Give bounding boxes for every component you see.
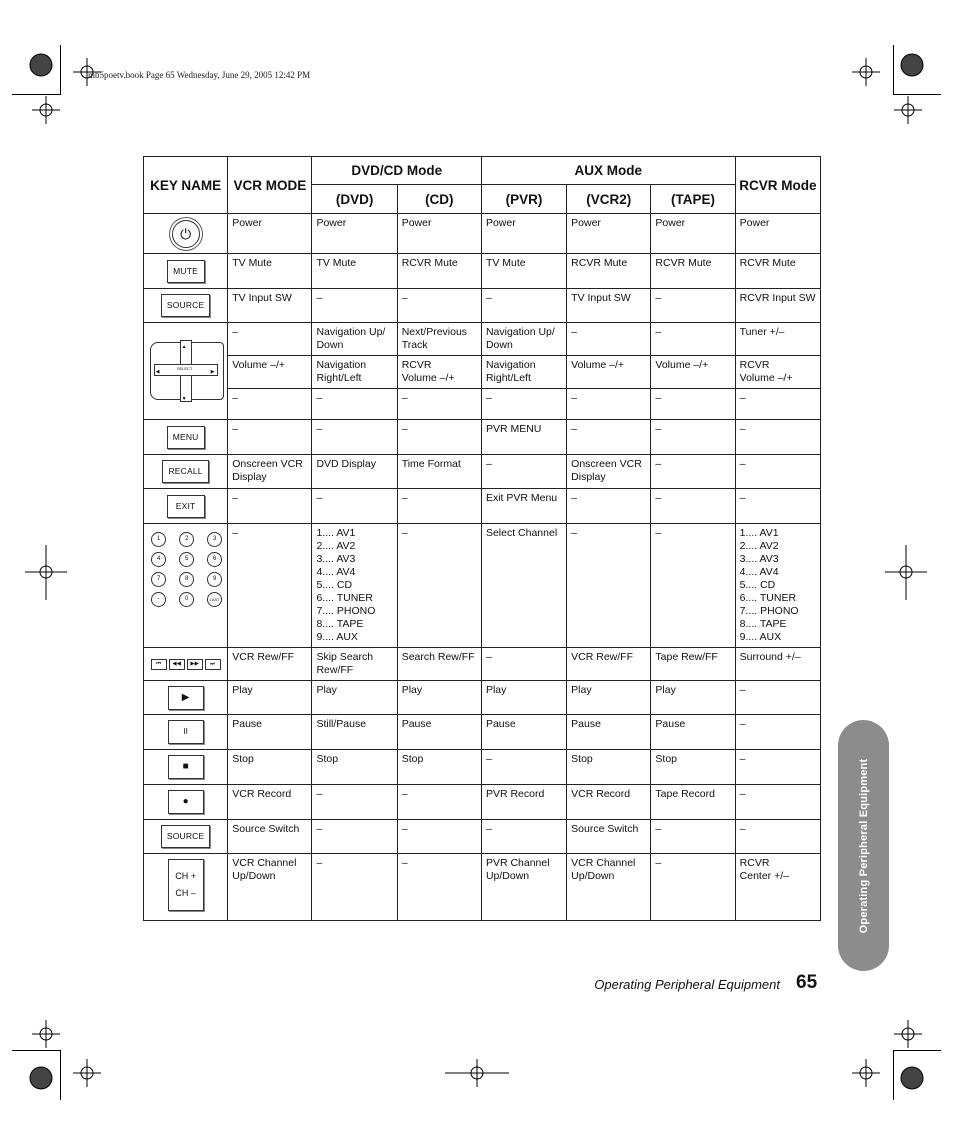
cell: Pause — [228, 715, 312, 750]
table-row — [144, 323, 821, 356]
cell: DVD Display — [312, 455, 397, 489]
source-button-icon: SOURCE — [161, 294, 211, 317]
cell: VCR Record — [567, 785, 651, 820]
cell: RCVR Mute — [651, 254, 735, 289]
cell: Source Switch — [567, 820, 651, 854]
cell: – — [651, 820, 735, 854]
cell: Time Format — [397, 455, 481, 489]
table-row — [144, 289, 821, 323]
cell: 1.... AV1 2.... AV2 3.... AV3 4.... AV4 5.... CD 6.... TUNER 7.... PHONO 8.... TAPE 9.... AUX — [312, 524, 397, 648]
cell: Tape Rew/FF — [651, 648, 735, 681]
cell: PVR MENU — [481, 420, 566, 455]
cell: Play — [312, 681, 397, 715]
ch-down-label: CH – — [175, 888, 196, 898]
cell: – — [397, 785, 481, 820]
cell: Stop — [651, 750, 735, 785]
table-row — [144, 750, 821, 785]
cell: RCVR Center +/– — [735, 854, 820, 921]
cell: Tape Record — [651, 785, 735, 820]
cell: Navigation Right/Left — [481, 356, 566, 389]
cell: – — [312, 389, 397, 420]
cell: – — [735, 820, 820, 854]
skip-forward-icon: ⏭ — [205, 659, 221, 670]
side-tab-label: Operating Peripheral Equipment — [857, 758, 870, 933]
table-row — [144, 389, 821, 420]
cell: TV Mute — [481, 254, 566, 289]
cell: Play — [397, 681, 481, 715]
table-row — [144, 524, 821, 648]
header-dvd: (DVD) — [312, 185, 397, 214]
table-row — [144, 785, 821, 820]
cell: Exit PVR Menu — [481, 489, 566, 524]
cell: Source Switch — [228, 820, 312, 854]
cell: – — [735, 681, 820, 715]
cell: – — [481, 750, 566, 785]
cell: TV Input SW — [228, 289, 312, 323]
recall-button-icon: RECALL — [162, 460, 208, 483]
cell: Onscreen VCR Display — [228, 455, 312, 489]
cell: – — [228, 389, 312, 420]
remote-key-table — [143, 156, 821, 921]
header-rcvr-mode: RCVR Mode — [735, 157, 820, 214]
cell: – — [397, 489, 481, 524]
cell: 1.... AV1 2.... AV2 3.... AV3 4.... AV4 5.... CD 6.... TUNER 7.... PHONO 8.... TAPE 9.... AUX — [735, 524, 820, 648]
cell: VCR Record — [228, 785, 312, 820]
cell: – — [397, 820, 481, 854]
number-keypad-icon — [144, 532, 227, 607]
cell: – — [481, 820, 566, 854]
cell: Still/Pause — [312, 715, 397, 750]
header-vcr-mode: VCR MODE — [228, 157, 312, 214]
cell: Stop — [567, 750, 651, 785]
cell: Power — [567, 214, 651, 254]
cell: VCR Channel Up/Down — [228, 854, 312, 921]
cell: Stop — [397, 750, 481, 785]
cell: – — [651, 289, 735, 323]
cell: RCVR Input SW — [735, 289, 820, 323]
cell: – — [312, 420, 397, 455]
cell: Power — [397, 214, 481, 254]
number-key-icon: 6 — [207, 552, 222, 567]
cell: Volume –/+ — [651, 356, 735, 389]
rewind-icon: ◀◀ — [169, 659, 185, 670]
cell: – — [735, 489, 820, 524]
cell: – — [312, 854, 397, 921]
table-row — [144, 254, 821, 289]
pause-icon: II — [168, 720, 204, 744]
cell: – — [228, 323, 312, 356]
fast-forward-icon: ▶▶ — [187, 659, 203, 670]
dash-key-icon: - — [151, 592, 166, 607]
cell: Navigation Up/ Down — [312, 323, 397, 356]
cell: Play — [651, 681, 735, 715]
cell: Volume –/+ — [228, 356, 312, 389]
header-aux-mode: AUX Mode — [481, 157, 735, 185]
cell: – — [735, 389, 820, 420]
table-row — [144, 854, 821, 921]
cell: – — [481, 455, 566, 489]
cell: RCVR Mute — [567, 254, 651, 289]
cell: Stop — [312, 750, 397, 785]
table-row — [144, 214, 821, 254]
cell: Play — [567, 681, 651, 715]
cell: – — [481, 289, 566, 323]
channel-button-icon — [168, 859, 204, 911]
cell: – — [735, 750, 820, 785]
transport-keys-icon — [144, 659, 227, 670]
menu-button-icon: MENU — [167, 426, 205, 449]
cell: VCR Rew/FF — [567, 648, 651, 681]
number-key-icon: 3 — [207, 532, 222, 547]
cell: – — [651, 489, 735, 524]
skip-back-icon: ⏮ — [151, 659, 167, 670]
cell: – — [651, 854, 735, 921]
record-icon: ● — [168, 790, 204, 814]
exit-button-icon: EXIT — [167, 495, 205, 518]
number-key-icon: 4 — [151, 552, 166, 567]
cell: – — [397, 389, 481, 420]
cell: Tuner +/– — [735, 323, 820, 356]
cell: – — [567, 420, 651, 455]
number-key-icon: 8 — [179, 572, 194, 587]
stop-icon: ■ — [168, 755, 204, 779]
number-key-icon: 7 — [151, 572, 166, 587]
source-button-icon: SOURCE — [161, 825, 211, 848]
number-key-icon: 0 — [179, 592, 194, 607]
cell: – — [651, 524, 735, 648]
cell: – — [481, 389, 566, 420]
cell: – — [651, 323, 735, 356]
last-key-icon: LAST — [207, 592, 222, 607]
page-number: 65 — [796, 972, 818, 993]
table-row — [144, 489, 821, 524]
cell: – — [312, 289, 397, 323]
cell: – — [481, 648, 566, 681]
cell: Pause — [651, 715, 735, 750]
number-key-icon: 2 — [179, 532, 194, 547]
cell: Search Rew/FF — [397, 648, 481, 681]
cell: VCR Channel Up/Down — [567, 854, 651, 921]
file-header: mb5poetv.book Page 65 Wednesday, June 29, 2005 12:42 PM — [88, 70, 311, 80]
cell: Navigation Right/Left — [312, 356, 397, 389]
table-row — [144, 648, 821, 681]
cell: – — [567, 389, 651, 420]
cell: Power — [651, 214, 735, 254]
cell: – — [651, 455, 735, 489]
cell: – — [397, 524, 481, 648]
cell: – — [397, 854, 481, 921]
cell: Pause — [397, 715, 481, 750]
cell: RCVR Mute — [735, 254, 820, 289]
select-label: SELECT — [176, 366, 193, 371]
footer-section-title: Operating Peripheral Equipment — [594, 977, 780, 992]
cell: – — [312, 785, 397, 820]
cell: – — [735, 715, 820, 750]
cell: Play — [228, 681, 312, 715]
ch-up-label: CH + — [175, 871, 196, 881]
header-vcr2: (VCR2) — [567, 185, 651, 214]
table-row — [144, 356, 821, 389]
number-key-icon: 9 — [207, 572, 222, 587]
cell: – — [651, 389, 735, 420]
cell: TV Mute — [312, 254, 397, 289]
header-cd: (CD) — [397, 185, 481, 214]
header-tape: (TAPE) — [651, 185, 735, 214]
navigation-pad-icon: SELECT ▲ ▼ ◀ ▶ — [150, 340, 222, 402]
cell: – — [735, 455, 820, 489]
cell: Power — [228, 214, 312, 254]
cell: – — [735, 420, 820, 455]
cell: VCR Rew/FF — [228, 648, 312, 681]
table-row — [144, 681, 821, 715]
cell: – — [567, 524, 651, 648]
cell: Power — [735, 214, 820, 254]
cell: PVR Record — [481, 785, 566, 820]
cell: Pause — [481, 715, 566, 750]
cell: Onscreen VCR Display — [567, 455, 651, 489]
table-row — [144, 715, 821, 750]
number-key-icon: 1 — [151, 532, 166, 547]
cell: – — [567, 323, 651, 356]
header-dvdcd-mode: DVD/CD Mode — [312, 157, 481, 185]
cell: – — [228, 489, 312, 524]
cell: – — [397, 289, 481, 323]
cell: – — [228, 420, 312, 455]
cell: Skip Search Rew/FF — [312, 648, 397, 681]
cell: Navigation Up/ Down — [481, 323, 566, 356]
side-section-tab — [838, 720, 889, 971]
cell: – — [567, 489, 651, 524]
cell: – — [651, 420, 735, 455]
header-key-name: KEY NAME — [144, 157, 228, 214]
cell: Next/Previous Track — [397, 323, 481, 356]
cell: TV Input SW — [567, 289, 651, 323]
number-key-icon: 5 — [179, 552, 194, 567]
cell: PVR Channel Up/Down — [481, 854, 566, 921]
cell: Power — [481, 214, 566, 254]
mute-button-icon: MUTE — [167, 260, 205, 283]
cell: TV Mute — [228, 254, 312, 289]
cell: Volume –/+ — [567, 356, 651, 389]
cell: – — [312, 820, 397, 854]
cell: RCVR Volume –/+ — [397, 356, 481, 389]
table-row — [144, 420, 821, 455]
table-row — [144, 820, 821, 854]
cell: – — [228, 524, 312, 648]
cell: Play — [481, 681, 566, 715]
cell: – — [312, 489, 397, 524]
cell: Stop — [228, 750, 312, 785]
play-icon: ▶ — [168, 686, 204, 710]
table-row — [144, 455, 821, 489]
cell: – — [397, 420, 481, 455]
cell: RCVR Mute — [397, 254, 481, 289]
cell: Pause — [567, 715, 651, 750]
header-pvr: (PVR) — [481, 185, 566, 214]
cell: Surround +/– — [735, 648, 820, 681]
cell: RCVR Volume –/+ — [735, 356, 820, 389]
cell: Select Channel — [481, 524, 566, 648]
power-button-icon: ⏻ — [172, 220, 200, 248]
cell: – — [735, 785, 820, 820]
cell: Power — [312, 214, 397, 254]
